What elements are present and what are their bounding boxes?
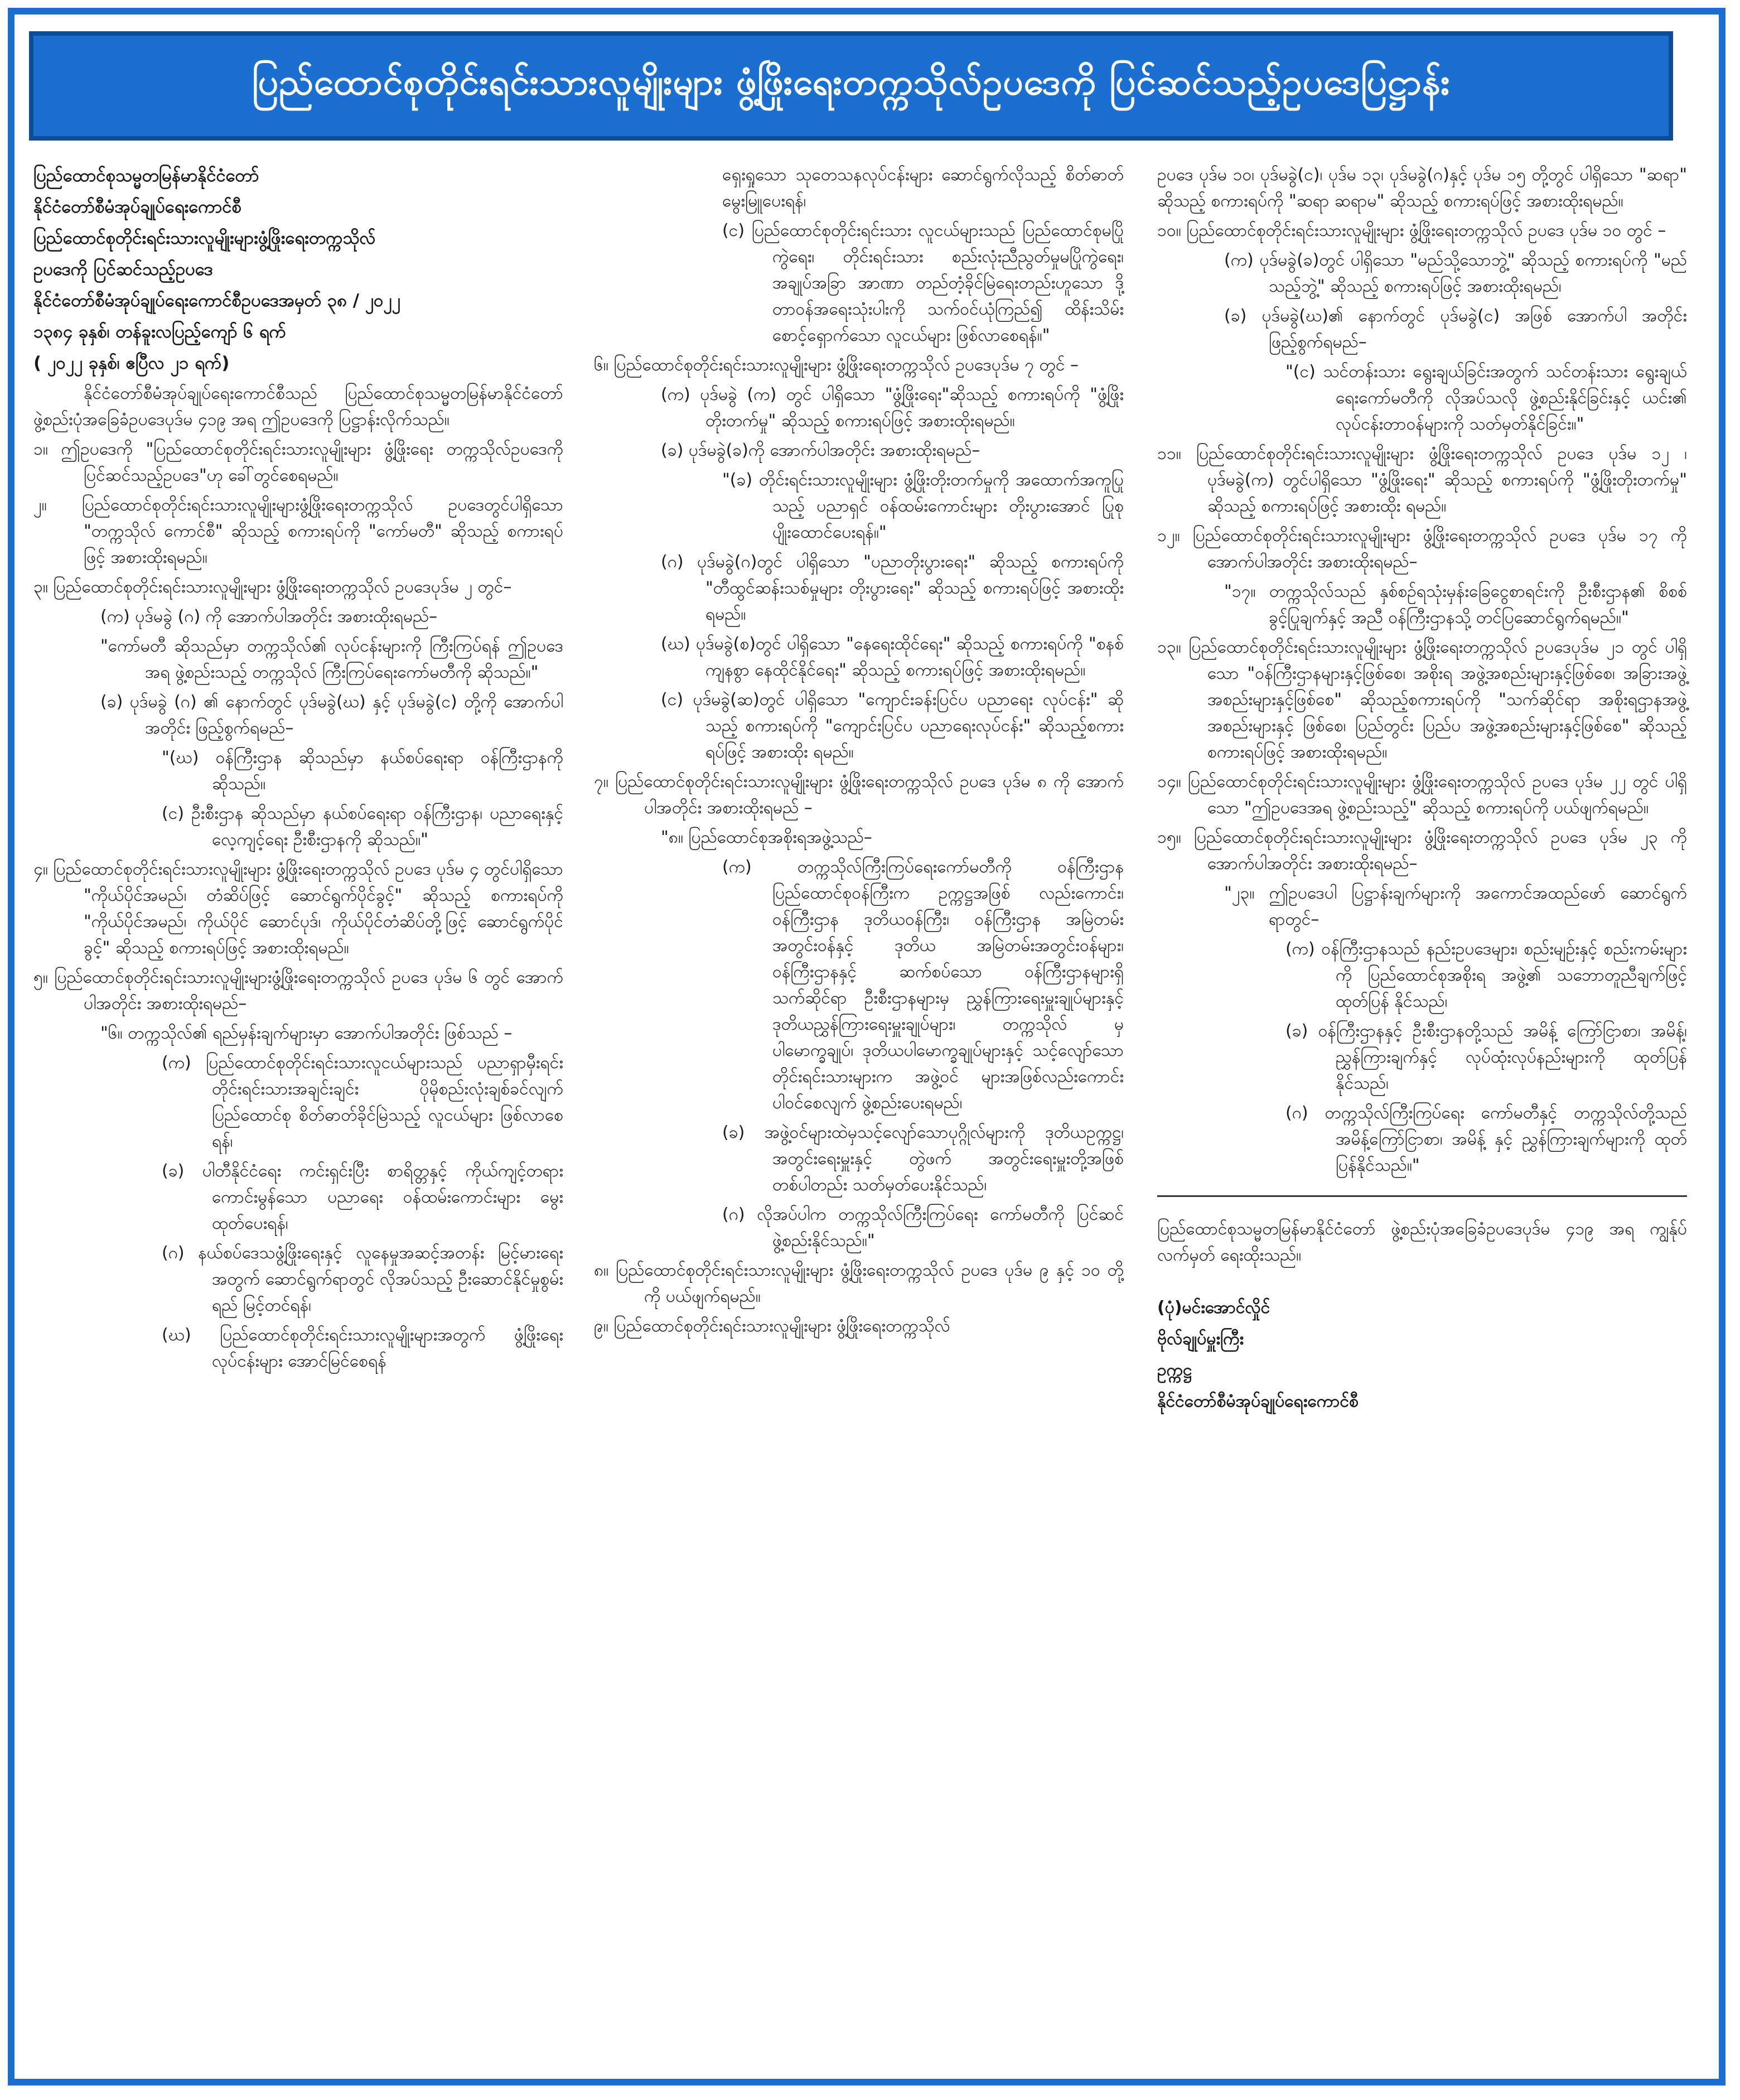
clause-quote: "(င) သင်တန်းသား ရွေးချယ်ခြင်းအတွက် သင်တန်းသား ရွေးချယ်ရေးကော်မတီကို လိုအပ်သလို ဖွဲ့စည်းနိုင်ခြင်းနှင့် ယင်း၏ လုပ်ငန်းတာဝန်များကို သတ်မှတ်နိုင်ခြင်း။": [1285, 362, 1687, 434]
header-line: ( ၂၀၂၂ ခုနှစ်၊ ဧပြီလ ၂၁ ရက်): [33, 353, 230, 373]
clause-quote: "(ဃ) ဝန်ကြီးဌာန ဆိုသည်မှာ နယ်စပ်ရေးရာ ဝန်ကြီးဌာနကို ဆိုသည်။: [162, 748, 563, 794]
clause: (င) ပုဒ်မခွဲ(ဆ)တွင် ပါရှိသော "ကျောင်းခန်းပြင်ပ ပညာရေး လုပ်ငန်း" ဆိုသည့် စကားရပ်ကို "ကျောင်းပြင်ပ ပညာရေးလုပ်ငန်း" ဆိုသည့်စကားရပ်ဖြင့် အစားထိုး ရမည်။: [661, 690, 1124, 762]
header-line: ဥပဒေကို ပြင်ဆင်သည့်ဥပဒေ: [33, 259, 213, 279]
header-line: ၁၃၈၄ ခုနှစ်၊ တန်ခူးလပြည့်ကျော် ၆ ရက်: [33, 322, 286, 342]
section-3: ၃။ ပြည်ထောင်စုတိုင်းရင်းသားလူမျိုးများ ဖွံ့ဖြိုးရေးတက္ကသိုလ် ဥပဒေပုဒ်မ ၂ တွင်–: [33, 577, 512, 597]
section-1: ၁။ ဤဥပဒေကို "ပြည်ထောင်စုတိုင်းရင်းသားလူမျိုးများ ဖွံ့ဖြိုးရေး တက္ကသိုလ်ဥပဒေကို ပြင်ဆင်သည့်ဥပဒေ"ဟု ခေါ်တွင်စေရမည်။: [33, 440, 563, 485]
clause: (ဃ) ပြည်ထောင်စုတိုင်းရင်းသားလူမျိုးများအတွက် ဖွံ့ဖြိုးရေးလုပ်ငန်းများ အောင်မြင်စေရန်: [162, 1325, 563, 1371]
clause-quote: "၈။ ပြည်ထောင်စုအစိုးရအဖွဲ့သည်–: [661, 828, 872, 847]
column-1: [33, 162, 563, 1378]
section-10: ၁၀။ ပြည်ထောင်စုတိုင်းရင်းသားလူမျိုးများ ဖွံ့ဖြိုးရေးတက္ကသိုလ် ဥပဒေ ပုဒ်မ ၁၀ တွင် –: [1157, 221, 1666, 240]
clause: (ဂ) တက္ကသိုလ်ကြီးကြပ်ရေး ကော်မတီနှင့် တက္ကသိုလ်တို့သည် အမိန့်ကြော်ငြာစာ၊ အမိန့် နှင့် ညွှန်ကြားချက်များကို ထုတ်ပြန်နိုင်သည်။": [1285, 1103, 1687, 1175]
clause-quote: (င) ဦးစီးဌာန ဆိုသည်မှာ နယ်စပ်ရေးရာ ဝန်ကြီးဌာန၊ ပညာရေးနှင့် လေ့ကျင့်ရေး ဦးစီးဌာနကို ဆိုသည်။": [162, 804, 563, 849]
signature-council: နိုင်ငံတော်စီမံအုပ်ချုပ်ရေးကောင်စီ: [1157, 1392, 1359, 1411]
title-banner: [29, 31, 1673, 141]
clause: (ခ) ပါတီနိုင်ငံရေး ကင်းရှင်းပြီး စာရိတ္တနှင့် ကိုယ်ကျင့်တရား ကောင်းမွန်သော ပညာရေး ဝန်ထမ်းကောင်းများ မွေးထုတ်ပေးရန်၊: [162, 1161, 563, 1233]
clause: (က) ဝန်ကြီးဌာနသည် နည်းဥပဒေများ၊ စည်းမျဉ်းနှင့် စည်းကမ်းများကို ပြည်ထောင်စုအစိုးရ အဖွဲ့၏ သဘောတူညီချက်ဖြင့် ထုတ်ပြန် နိုင်သည်၊: [1285, 939, 1687, 1011]
header-line: ပြည်ထောင်စုတိုင်းရင်းသားလူမျိုးများဖွံ့ဖြိုးရေးတက္ကသိုလ်: [33, 228, 376, 248]
closing-statement: ပြည်ထောင်စုသမ္မတမြန်မာနိုင်ငံတော် ဖွဲ့စည်းပုံအခြေခံဥပဒေပုဒ်မ ၄၁၉ အရ ကျွန်ုပ်လက်မှတ် ရေးထိုးသည်။: [1157, 1219, 1687, 1265]
header-line: ပြည်ထောင်စုသမ္မတမြန်မာနိုင်ငံတော်: [33, 166, 259, 186]
section-9: ၉။ ပြည်ထောင်စုတိုင်းရင်းသားလူမျိုးများ ဖွံ့ဖြိုးရေးတက္ကသိုလ်: [594, 1316, 950, 1336]
clause: (ခ) အဖွဲ့ဝင်များထဲမှသင့်လျော်သောပုဂ္ဂိုလ်များကို ဒုတိယဥက္ကဋ္ဌ၊ အတွင်းရေးမှူးနှင့် တွဲဖက် အတွင်းရေးမှူးတို့အဖြစ် တစ်ပါတည်း သတ်မှတ်ပေးနိုင်သည်၊: [722, 1123, 1124, 1195]
column-2: [594, 162, 1124, 1343]
clause-quote: "(ခ) တိုင်းရင်းသားလူမျိုးများ ဖွံ့ဖြိုးတိုးတက်မှုကို အထောက်အကူပြုသည့် ပညာရှင် ဝန်ထမ်းကောင်းများ တိုးပွားအောင် ပြုစုပျိုးထောင်ပေးရန်။": [722, 470, 1124, 542]
clause: (ခ) ပုဒ်မခွဲ(ခ)ကို အောက်ပါအတိုင်း အစားထိုးရမည်–: [661, 441, 980, 460]
section-14: ၁၄။ ပြည်ထောင်စုတိုင်းရင်းသားလူမျိုးများ ဖွံ့ဖြိုးရေးတက္ကသိုလ် ဥပဒေ ပုဒ်မ ၂၂ တွင် ပါရှိသော "ဤဥပဒေအရ ဖွဲ့စည်းသည့်" ဆိုသည့် စကားရပ်ကို ပယ်ဖျက်ရမည်။: [1157, 772, 1687, 818]
header-line: နိုင်ငံတော်စီမံအုပ်ချုပ်ရေးကောင်စီဥပဒေအမှတ် ၃၈ / ၂၀၂၂: [33, 291, 400, 311]
section-2: ၂။ ပြည်ထောင်စုတိုင်းရင်းသားလူမျိုးများဖွံ့ဖြိုးရေးတက္ကသိုလ် ဥပဒေတွင်ပါရှိသော "တက္ကသိုလ် ကောင်စီ" ဆိုသည့် စကားရပ်ကို "ကော်မတီ" ဆိုသည့် စကားရပ်ဖြင့် အစားထိုးရမည်။: [33, 495, 563, 567]
clause: (ဃ) ပုဒ်မခွဲ(စ)တွင် ပါရှိသော "နေရေးထိုင်ရေး" ဆိုသည့် စကားရပ်ကို "စနစ်ကျနစွာ နေထိုင်နိုင်ရေး" ဆိုသည့် စကားရပ်ဖြင့် အစားထိုးရမည်။: [661, 634, 1124, 680]
clause-quote: "၂၃။ ဤဥပဒေပါ ပြဋ္ဌာန်းချက်များကို အကောင်အထည်ဖော် ဆောင်ရွက်ရာတွင်–: [1224, 884, 1687, 929]
page-title: ပြည်ထောင်စုတိုင်းရင်းသားလူမျိုးများ ဖွံ့ဖြိုးရေးတက္ကသိုလ်ဥပဒေကို ပြင်ဆင်သည့်ဥပဒေပြဋ္ဌာန်း: [252, 62, 1451, 103]
clause: (က) ပုဒ်မခွဲ (က) တွင် ပါရှိသော "ဖွံ့ဖြိုးရေး"ဆိုသည့် စကားရပ်ကို "ဖွံ့ဖြိုးတိုးတက်မှု" ဆိုသည့် စကားရပ်ဖြင့် အစားထိုးရမည်။: [661, 385, 1124, 431]
clause: (င) ပြည်ထောင်စုတိုင်းရင်းသား လူငယ်များသည် ပြည်ထောင်စုမပြိုကွဲရေး၊ တိုင်းရင်းသား စည်းလုံးညီညွတ်မှုမပြိုကွဲရေး၊ အချုပ်အခြာ အာဏာ တည်တံ့ခိုင်မြဲရေးတည်းဟူသော ဒို့တာဝန်အရေးသုံးပါးကို သက်ဝင်ယုံကြည်၍ ထိန်းသိမ်းစောင့်ရှောက်သော လူငယ်များ ဖြစ်လာစေရန်။": [722, 221, 1124, 345]
signature-rank: ဗိုလ်ချုပ်မှူးကြီး: [1157, 1329, 1244, 1349]
divider: [1157, 1195, 1687, 1197]
clause-quote: "၆။ တက္ကသိုလ်၏ ရည်မှန်းချက်များမှာ အောက်ပါအတိုင်း ဖြစ်သည် –: [100, 1024, 513, 1043]
signature-name: (ပုံ)မင်းအောင်လှိုင်: [1157, 1298, 1270, 1317]
section-15: ၁၅။ ပြည်ထောင်စုတိုင်းရင်းသားလူမျိုးများ ဖွံ့ဖြိုးရေးတက္ကသိုလ် ဥပဒေ ပုဒ်မ ၂၃ ကို အောက်ပါအတိုင်း အစားထိုးရမည်–: [1157, 828, 1687, 873]
section-11: ၁၁။ ပြည်ထောင်စုတိုင်းရင်းသားလူမျိုးများ ဖွံ့ဖြိုးရေးတက္ကသိုလ် ဥပဒေ ပုဒ်မ ၁၂ ၊ ပုဒ်မခွဲ(က) တွင်ပါရှိသော "ဖွံ့ဖြိုးရေး" ဆိုသည့် စကားရပ်ကို "ဖွံ့ဖြိုးတိုးတက်မှု" ဆိုသည့် စကားရပ်ဖြင့် အစားထိုး ရမည်။: [1157, 444, 1687, 516]
clause: (ဂ) လိုအပ်ပါက တက္ကသိုလ်ကြီးကြပ်ရေး ကော်မတီကို ပြင်ဆင်ဖွဲ့စည်းနိုင်သည်။": [722, 1205, 1124, 1251]
clause: (က) ပုဒ်မခွဲ (ဂ) ကို အောက်ပါအတိုင်း အစားထိုးရမည်–: [100, 607, 438, 626]
clause: (ဂ) နယ်စပ်ဒေသဖွံ့ဖြိုးရေးနှင့် လူနေမှုအဆင့်အတန်း မြင့်မားရေးအတွက် ဆောင်ရွက်ရာတွင် လိုအပ်သည့် ဦးဆောင်နိုင်မှုစွမ်းရည် မြင့်တင်ရန်၊: [162, 1243, 563, 1315]
section-12: ၁၂။ ပြည်ထောင်စုတိုင်းရင်းသားလူမျိုးများ ဖွံ့ဖြိုးရေးတက္ကသိုလ် ဥပဒေ ပုဒ်မ ၁၇ ကို အောက်ပါအတိုင်း အစားထိုးရမည်–: [1157, 526, 1687, 572]
section-4: ၄။ ပြည်ထောင်စုတိုင်းရင်းသားလူမျိုးများ ဖွံ့ဖြိုးရေးတက္ကသိုလ် ဥပဒေ ပုဒ်မ ၄ တွင်ပါရှိသော "ကိုယ်ပိုင်အမည်၊ တံဆိပ်ဖြင့် ဆောင်ရွက်ပိုင်ခွင့်" ဆိုသည့် စကားရပ်ကို "ကိုယ်ပိုင်အမည်၊ ကိုယ်ပိုင် ဆောင်ပုဒ်၊ ကိုယ်ပိုင်တံဆိပ်တို့ဖြင့် ဆောင်ရွက်ပိုင်ခွင့်" ဆိုသည့် စကားရပ်ဖြင့် အစားထိုးရမည်။: [33, 860, 564, 958]
clause-continued: ရှေးရှုသော သုတေသနလုပ်ငန်းများ ဆောင်ရွက်လိုသည့် စိတ်ဓာတ် မွေးမြူပေးရန်၊: [722, 165, 1124, 211]
section-6: ၆။ ပြည်ထောင်စုတိုင်းရင်းသားလူမျိုးများ ဖွံ့ဖြိုးရေးတက္ကသိုလ် ဥပဒေပုဒ်မ ၇ တွင် –: [594, 355, 1079, 375]
clause-quote: "၁၇။ တက္ကသိုလ်သည် နှစ်စဉ်ရသုံးမှန်းခြေငွေစာရင်းကို ဦးစီးဌာန၏ စိစစ်ခွင့်ပြုချက်နှင့် အညီ ဝန်ကြီးဌာနသို့ တင်ပြဆောင်ရွက်ရမည်။": [1224, 582, 1687, 627]
clause: (ခ) ပုဒ်မခွဲ(ဃ)၏ နောက်တွင် ပုဒ်မခွဲ(င) အဖြစ် အောက်ပါ အတိုင်း ဖြည့်စွက်ရမည်–: [1224, 306, 1687, 352]
clause: (က) ပုဒ်မခွဲ(ခ)တွင် ပါရှိသော "မည်သို့သောဘွဲ့" ဆိုသည့် စကားရပ်ကို "မည်သည့်ဘွဲ့" ဆိုသည့် စကားရပ်ဖြင့် အစားထိုးရမည်၊: [1224, 250, 1687, 296]
section-continued: ဥပဒေ ပုဒ်မ ၁၀၊ ပုဒ်မခွဲ(င)၊ ပုဒ်မ ၁၃၊ ပုဒ်မခွဲ(ဂ)နှင့် ပုဒ်မ ၁၅ တို့တွင် ပါရှိသော "ဆရာ" ဆိုသည့် စကားရပ်ကို "ဆရာ ဆရာမ" ဆိုသည့် စကားရပ်ဖြင့် အစားထိုးရမည်။: [1157, 165, 1687, 211]
preamble: နိုင်ငံတော်စီမံအုပ်ချုပ်ရေးကောင်စီသည် ပြည်ထောင်စုသမ္မတမြန်မာနိုင်ငံတော် ဖွဲ့စည်းပုံအခြေခံဥပဒေပုဒ်မ ၄၁၉ အရ ဤဥပဒေကို ပြဋ္ဌာန်းလိုက်သည်။: [33, 384, 563, 429]
section-5: ၅။ ပြည်ထောင်စုတိုင်းရင်းသားလူမျိုးများဖွံ့ဖြိုးရေးတက္ကသိုလ် ဥပဒေ ပုဒ်မ ၆ တွင် အောက်ပါအတိုင်း အစားထိုးရမည်–: [33, 968, 563, 1013]
section-13: ၁၃။ ပြည်ထောင်စုတိုင်းရင်းသားလူမျိုးများ ဖွံ့ဖြိုးရေးတက္ကသိုလ် ဥပဒေပုဒ်မ ၂၁ တွင် ပါရှိသော "ဝန်ကြီးဌာနများနှင့်ဖြစ်စေ၊ အစိုးရ အဖွဲ့အစည်းများနှင့်ဖြစ်စေ၊ အခြားအဖွဲ့အစည်းများနှင့်ဖြစ်စေ" ဆိုသည့်စကားရပ်ကို "သက်ဆိုင်ရာ အစိုးရဌာနအဖွဲ့အစည်းများနှင့် ဖြစ်စေ၊ ပြည်တွင်း ပြည်ပ အဖွဲ့အစည်းများနှင့်ဖြစ်စေ" ဆိုသည့် စကားရပ်ဖြင့် အစားထိုးရမည်။: [1157, 638, 1687, 762]
clause-quote: "ကော်မတီ ဆိုသည်မှာ တက္ကသိုလ်၏ လုပ်ငန်းများကို ကြီးကြပ်ရန် ဤဥပဒေအရ ဖွဲ့စည်းသည့် တက္ကသိုလ် ကြီးကြပ်ရေးကော်မတီကို ဆိုသည်။": [100, 636, 563, 682]
section-8: ၈။ ပြည်ထောင်စုတိုင်းရင်းသားလူမျိုးများ ဖွံ့ဖြိုးရေးတက္ကသိုလ် ဥပဒေ ပုဒ်မ ၉ နှင့် ၁၀ တို့ကို ပယ်ဖျက်ရမည်။: [594, 1261, 1124, 1306]
signature-title: ဥက္ကဋ္ဌ: [1157, 1360, 1192, 1380]
clause: (ခ) ဝန်ကြီးဌာနနှင့် ဦးစီးဌာနတို့သည် အမိန့် ကြော်ငြာစာ၊ အမိန့်၊ ညွှန်ကြားချက်နှင့် လုပ်ထုံးလုပ်နည်းများကို ထုတ်ပြန်နိုင်သည်၊: [1285, 1021, 1687, 1093]
clause: (ခ) ပုဒ်မခွဲ (ဂ) ၏ နောက်တွင် ပုဒ်မခွဲ(ဃ) နှင့် ပုဒ်မခွဲ(င) တို့ကို အောက်ပါအတိုင်း ဖြည့်စွက်ရမည်–: [100, 692, 563, 738]
section-7: ၇။ ပြည်ထောင်စုတိုင်းရင်းသားလူမျိုးများ ဖွံ့ဖြိုးရေးတက္ကသိုလ် ဥပဒေ ပုဒ်မ ၈ ကို အောက်ပါအတိုင်း အစားထိုးရမည် –: [594, 772, 1124, 818]
clause: (က) တက္ကသိုလ်ကြီးကြပ်ရေးကော်မတီကို ဝန်ကြီးဌာန ပြည်ထောင်စုဝန်ကြီးက ဥက္ကဋ္ဌအဖြစ် လည်းကောင်း၊ ဝန်ကြီးဌာန ဒုတိယဝန်ကြီး၊ ဝန်ကြီးဌာန အမြဲတမ်းအတွင်းဝန်နှင့် ဒုတိယ အမြဲတမ်းအတွင်းဝန်များ၊ ဝန်ကြီးဌာနနှင့် ဆက်စပ်သော ဝန်ကြီးဌာနများရှိ သက်ဆိုင်ရာ ဦးစီးဌာနများမှ ညွှန်ကြားရေးမှူးချုပ်များနှင့် ဒုတိယညွှန်ကြားရေးမှူးချုပ်များ၊ တက္ကသိုလ် မှ ပါမောက္ခချုပ်၊ ဒုတိယပါမောက္ခချုပ်များနှင့် သင့်လျော်သော တိုင်းရင်းသားများက အဖွဲ့ဝင် များအဖြစ်လည်းကောင်း ပါဝင်စေလျက် ဖွဲ့စည်းပေးရမည်၊: [722, 857, 1124, 1113]
clause: (ဂ) ပုဒ်မခွဲ(ဂ)တွင် ပါရှိသော "ပညာတိုးပွားရေး" ဆိုသည့် စကားရပ်ကို "တီထွင်ဆန်းသစ်မှုများ တိုးပွားရေး" ဆိုသည့် စကားရပ်ဖြင့် အစားထိုးရမည်။: [661, 552, 1124, 624]
header-line: နိုင်ငံတော်စီမံအုပ်ချုပ်ရေးကောင်စီ: [33, 197, 241, 217]
clause: (က) ပြည်ထောင်စုတိုင်းရင်းသားလူငယ်များသည် ပညာရှာမှီးရင်း တိုင်းရင်းသားအချင်းချင်း ပိုမိုစည်းလုံးချစ်ခင်လျက် ပြည်ထောင်စု စိတ်ဓာတ်ခိုင်မြဲသည့် လူငယ်များ ဖြစ်လာစေရန်၊: [162, 1053, 563, 1151]
column-3: [1157, 162, 1687, 1419]
